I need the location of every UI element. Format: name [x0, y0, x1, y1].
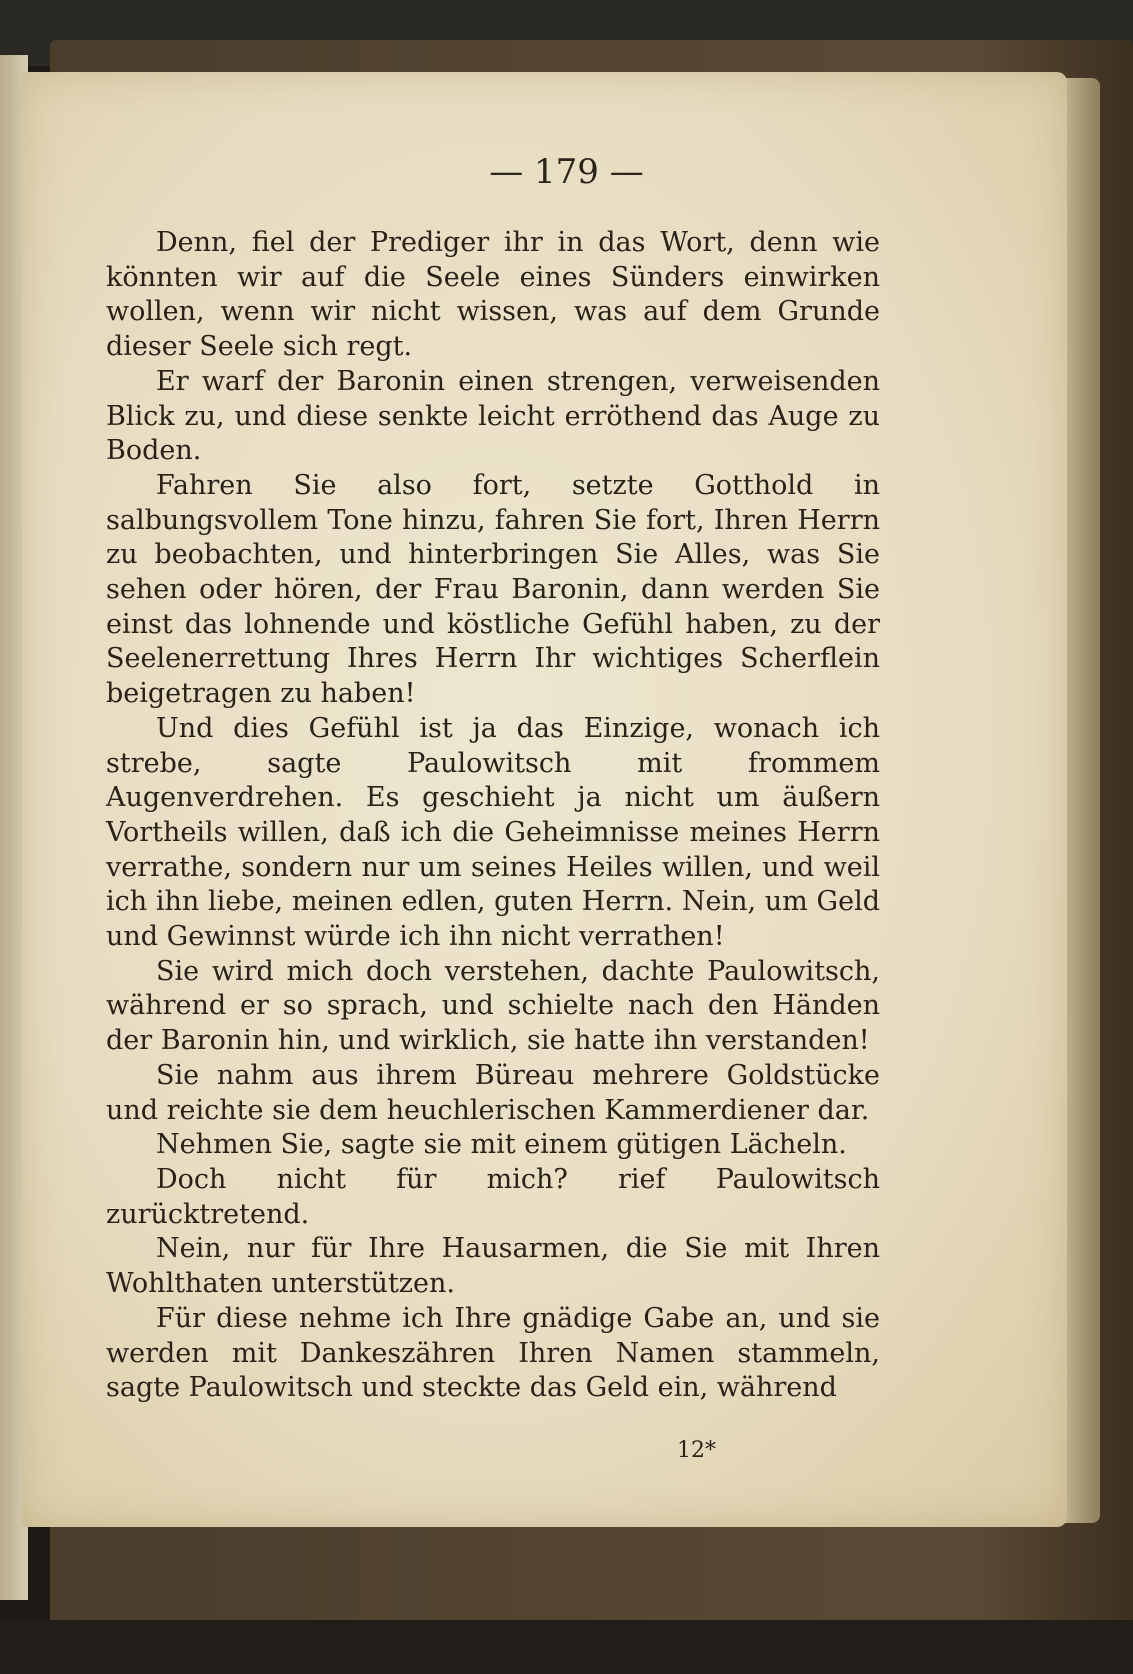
background-bottom [0, 1620, 1133, 1674]
paragraph: Für diese nehme ich Ihre gnädige Gabe an, und sie werden mit Dankeszähren Ihren Namen stammeln, sagte Paulowitsch und steckte das Geld ein, während [106, 1302, 880, 1404]
signature-mark: 12* [677, 1438, 716, 1463]
paragraph: Doch nicht für mich? rief Paulowitsch zurücktretend. [106, 1163, 880, 1230]
paragraph: Denn, fiel der Prediger ihr in das Wort, denn wie könnten wir auf die Seele eines Sünders einwirken wollen, wenn wir nicht wissen, was auf dem Grunde dieser Seele sich regt. [106, 227, 880, 363]
paragraph: Nehmen Sie, sagte sie mit einem gütigen Lächeln. [156, 1129, 847, 1161]
paragraph: Sie wird mich doch verstehen, dachte Paulowitsch, während er so sprach, und schielte nach den Händen der Baronin hin, und wirklich, sie hatte ihn verstanden! [106, 955, 880, 1057]
paragraph: Fahren Sie also fort, setzte Gotthold in salbungsvollem Tone hinzu, fahren Sie fort, Ihren Herrn zu beobachten, und hinterbringen Sie Alles, was Sie sehen oder hören, der Frau Baronin, dann werden Sie einst das lohnende und köstliche Gefühl haben, zu der Seelenerrettung Ihres Herrn Ihr wichtiges Scherflein beigetragen zu haben! [106, 469, 880, 710]
paragraph: Sie nahm aus ihrem Büreau mehrere Goldstücke und reichte sie dem heuchlerischen Kammerdiener dar. [106, 1059, 880, 1126]
page-body [106, 226, 880, 1406]
page-number: — 179 — [489, 152, 644, 192]
paragraph: Er warf der Baronin einen strengen, verweisenden Blick zu, und diese senkte leicht erröthend das Auge zu Boden. [106, 365, 880, 467]
paragraph: Und dies Gefühl ist ja das Einzige, wonach ich strebe, sagte Paulowitsch mit frommem Augenverdrehen. Es geschieht ja nicht um äußern Vortheils willen, daß ich die Geheimnisse meines Herrn verrathe, sondern nur um seines Heiles willen, und weil ich ihn liebe, meinen edlen, guten Herrn. Nein, um Geld und Gewinnst würde ich ihn nicht verrathen! [106, 712, 880, 953]
paragraph: Nein, nur für Ihre Hausarmen, die Sie mit Ihren Wohlthaten unterstützen. [106, 1233, 880, 1300]
